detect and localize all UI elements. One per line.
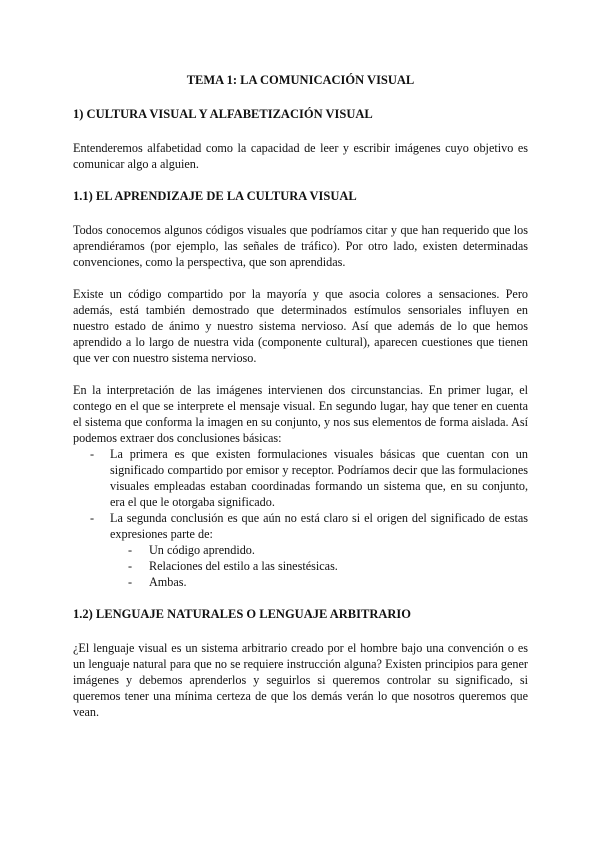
document-body bbox=[73, 72, 528, 736]
section-1-2-paragraph: ¿El lenguaje visual es un sistema arbitrario creado por el hombre bajo una convención o es un lenguaje natural para que no se requiere instrucción alguna? Existen principios para gener imágenes y debemos aprenderlos y seguirlos si queremos controlar su significado, si queremos tener una mínima certeza de que los demás verán lo que nosotros queremos que vean. bbox=[73, 641, 528, 719]
conclusion-item-text: La segunda conclusión es que aún no está claro si el origen del significado de estas expresiones parte de: bbox=[110, 511, 528, 541]
conclusions-list bbox=[73, 446, 528, 590]
page-title: TEMA 1: LA COMUNICACIÓN VISUAL bbox=[186, 73, 415, 87]
section-1-1-paragraph-1: Todos conocemos algunos códigos visuales que podríamos citar y que han requerido que los aprendiéramos (por ejemplo, las señales de tráfico). Por otro lado, existen determinadas convenciones, como la perspectiva, que son aprendidas. bbox=[73, 223, 528, 269]
origin-options-list bbox=[110, 542, 528, 590]
origin-option-item: - Ambas. bbox=[110, 574, 528, 590]
section-1-1-paragraph-2: Existe un código compartido por la mayoría y que asocia colores a sensaciones. Pero además, está también demostrado que determinados estímulos sensoriales influyen en nuestro estado de ánimo y nuestro sistema nervioso. Así que además de lo que hemos aprendido a lo largo de nuestra vida (componente cultural), aparecen cuestiones que tienen que ver con nuestro sistema nervioso. bbox=[73, 287, 528, 365]
section-1-1-paragraph-3: En la interpretación de las imágenes intervienen dos circunstancias. En primer lugar, el contego en el que se interprete el mensaje visual. En segundo lugar, hay que tener en cuenta el sistema que conforma la imagen en su conjunto, y nos sus elementos de forma aislada. Así podemos extraer dos conclusiones básicas: bbox=[73, 383, 528, 445]
conclusion-item-text: La primera es que existen formulaciones visuales básicas que cuentan con un significado compartido por emisor y receptor. Podríamos decir que las formulaciones visuales empleadas estaban coordinadas formando un sistema que, en su conjunto, era el que le otorgaba significado. bbox=[110, 447, 528, 509]
section-1-1-heading: 1.1) EL APRENDIZAJE DE LA CULTURA VISUAL bbox=[73, 189, 357, 203]
section-1-paragraph: Entenderemos alfabetidad como la capacidad de leer y escribir imágenes cuyo objetivo es comunicar algo a alguien. bbox=[73, 141, 528, 171]
conclusion-item-1 bbox=[73, 446, 528, 510]
origin-option-item: - Un código aprendido. bbox=[110, 542, 528, 558]
section-1-2-heading: 1.2) LENGUAJE NATURALES O LENGUAJE ARBITRARIO bbox=[73, 607, 412, 621]
section-1-heading: 1) CULTURA VISUAL Y ALFABETIZACIÓN VISUAL bbox=[73, 107, 373, 121]
conclusion-item-2 bbox=[73, 510, 528, 590]
origin-option-item: - Relaciones del estilo a las sinestésicas. bbox=[110, 558, 528, 574]
